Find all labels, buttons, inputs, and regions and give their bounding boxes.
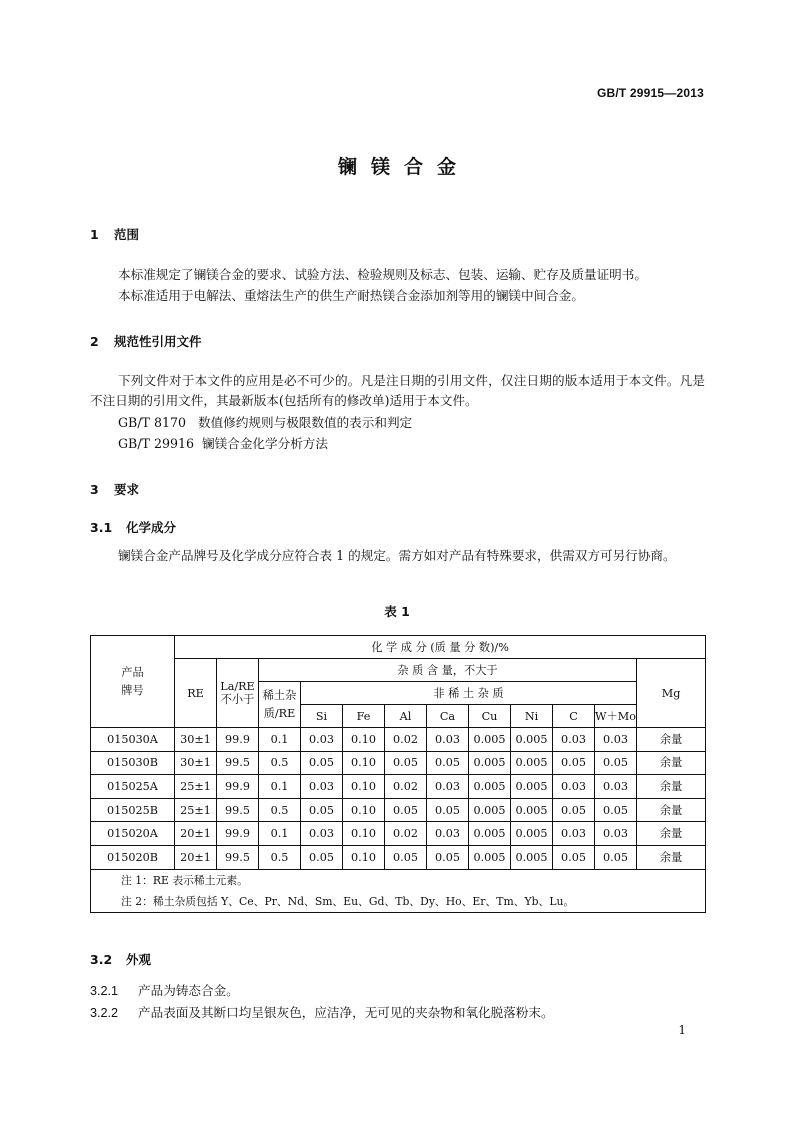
- section-title: 外观: [126, 952, 152, 967]
- clause-text: 产品表面及其断口均呈银灰色，应洁净，无可见的夹杂物和氧化脱落粉末。: [138, 1005, 554, 1020]
- cell-la: 99.5: [217, 845, 259, 869]
- reference-item: [118, 434, 328, 454]
- cell-fe: 0.10: [343, 775, 385, 799]
- cell-fe: 0.10: [343, 751, 385, 775]
- cell-al: 0.05: [385, 845, 427, 869]
- cell-si: 0.03: [301, 775, 343, 799]
- cell-ni: 0.005: [511, 822, 553, 846]
- table-row: [91, 822, 706, 846]
- cell-c: 0.03: [553, 822, 595, 846]
- chemical-composition-table: [90, 635, 706, 913]
- table-note-2: 注 2：稀土杂质包括 Y、Ce、Pr、Nd、Sm、Eu、Gd、Tb、Dy、Ho、Er、Tm、Yb、Lu。: [91, 891, 706, 913]
- section-number: 3.2: [90, 952, 113, 967]
- section-title: 规范性引用文件: [114, 334, 202, 349]
- cell-la: 99.9: [217, 728, 259, 752]
- cell-la: 99.5: [217, 798, 259, 822]
- cell-ca: 0.05: [427, 798, 469, 822]
- section-3-1-heading: [90, 518, 176, 536]
- header-element: Cu: [469, 705, 511, 728]
- cell-la: 99.9: [217, 775, 259, 799]
- table-caption: 表 1: [384, 604, 410, 619]
- cell-al: 0.02: [385, 728, 427, 752]
- cell-fe: 0.10: [343, 822, 385, 846]
- cell-grade: 015030A: [91, 728, 175, 752]
- clause-number: 3.2.2: [90, 1006, 119, 1020]
- cell-re-impurity: 0.5: [259, 798, 301, 822]
- cell-ca: 0.03: [427, 728, 469, 752]
- cell-cu: 0.005: [469, 751, 511, 775]
- cell-mg: 余量: [637, 845, 706, 869]
- section-number: 2: [90, 334, 99, 349]
- table-row: [91, 728, 706, 752]
- header-element: Si: [301, 705, 343, 728]
- cell-ca: 0.03: [427, 822, 469, 846]
- reference-code: GB/T 29916: [118, 436, 195, 451]
- header-re: RE: [175, 659, 217, 728]
- clause-3-2-1: [90, 980, 239, 999]
- section-number: 1: [90, 227, 99, 242]
- section-2-heading: [90, 332, 202, 350]
- cell-al: 0.02: [385, 822, 427, 846]
- normative-references-paragraph: 下列文件对于本文件的应用是必不可少的。凡是注日期的引用文件，仅注日期的版本适用于本文件。凡是不注日期的引用文件，其最新版本(包括所有的修改单)适用于本文件。: [90, 373, 705, 408]
- header-mg: Mg: [637, 659, 706, 728]
- cell-re: 25±1: [175, 775, 217, 799]
- cell-grade: 015030B: [91, 751, 175, 775]
- header-grade: 产品 牌号: [91, 636, 175, 728]
- page-number: 1: [678, 1023, 686, 1037]
- cell-si: 0.05: [301, 798, 343, 822]
- header-composition: 化 学 成 分 (质 量 分 数)/%: [175, 636, 706, 659]
- cell-al: 0.05: [385, 798, 427, 822]
- cell-ni: 0.005: [511, 728, 553, 752]
- cell-grade: 015025A: [91, 775, 175, 799]
- header-re-impurity: 稀土杂 质/RE: [259, 682, 301, 728]
- cell-w-mo: 0.03: [595, 728, 637, 752]
- cell-re-impurity: 0.5: [259, 751, 301, 775]
- document-title: 镧镁合金: [337, 156, 470, 178]
- table-row: [91, 798, 706, 822]
- cell-re-impurity: 0.1: [259, 775, 301, 799]
- cell-w-mo: 0.03: [595, 822, 637, 846]
- cell-w-mo: 0.05: [595, 751, 637, 775]
- cell-c: 0.05: [553, 751, 595, 775]
- cell-mg: 余量: [637, 728, 706, 752]
- clause-number: 3.2.1: [90, 984, 119, 998]
- table-row: [91, 775, 706, 799]
- section-1-heading: [90, 225, 139, 243]
- clause-3-2-2: [90, 1002, 554, 1021]
- cell-si: 0.03: [301, 728, 343, 752]
- header-impurity: 杂 质 含 量，不大于: [259, 659, 637, 682]
- cell-ni: 0.005: [511, 845, 553, 869]
- cell-cu: 0.005: [469, 845, 511, 869]
- cell-re: 25±1: [175, 798, 217, 822]
- cell-cu: 0.005: [469, 798, 511, 822]
- cell-re-impurity: 0.1: [259, 822, 301, 846]
- header-element: W＋Mo: [595, 705, 637, 728]
- cell-c: 0.05: [553, 845, 595, 869]
- section-number: 3: [90, 482, 99, 497]
- cell-grade: 015020B: [91, 845, 175, 869]
- scope-paragraph-2: 本标准适用于电解法、重熔法生产的供生产耐热镁合金添加剂等用的镧镁中间合金。: [118, 288, 584, 303]
- cell-mg: 余量: [637, 775, 706, 799]
- cell-si: 0.05: [301, 845, 343, 869]
- cell-c: 0.03: [553, 775, 595, 799]
- reference-name: 镧镁合金化学分析方法: [202, 436, 328, 451]
- cell-mg: 余量: [637, 822, 706, 846]
- cell-ca: 0.05: [427, 751, 469, 775]
- header-la-re: La/RE 不小于: [217, 659, 259, 728]
- cell-ca: 0.03: [427, 775, 469, 799]
- cell-re: 20±1: [175, 845, 217, 869]
- cell-cu: 0.005: [469, 728, 511, 752]
- cell-ni: 0.005: [511, 775, 553, 799]
- cell-la: 99.5: [217, 751, 259, 775]
- cell-re: 30±1: [175, 751, 217, 775]
- chemical-composition-paragraph: 镧镁合金产品牌号及化学成分应符合表 1 的规定。需方如对产品有特殊要求，供需双方可另行协商。: [118, 548, 676, 563]
- cell-al: 0.02: [385, 775, 427, 799]
- cell-re: 20±1: [175, 822, 217, 846]
- scope-paragraph-1: 本标准规定了镧镁合金的要求、试验方法、检验规则及标志、包装、运输、贮存及质量证明书。: [118, 267, 647, 282]
- clause-text: 产品为铸态合金。: [138, 983, 239, 998]
- header-element: C: [553, 705, 595, 728]
- cell-fe: 0.10: [343, 845, 385, 869]
- cell-si: 0.03: [301, 822, 343, 846]
- cell-la: 99.9: [217, 822, 259, 846]
- cell-fe: 0.10: [343, 798, 385, 822]
- cell-w-mo: 0.03: [595, 775, 637, 799]
- section-title: 范围: [114, 227, 140, 242]
- header-non-re-impurity: 非 稀 土 杂 质: [301, 682, 637, 705]
- cell-re: 30±1: [175, 728, 217, 752]
- section-3-heading: [90, 480, 139, 498]
- cell-c: 0.05: [553, 798, 595, 822]
- section-title: 要求: [114, 482, 140, 497]
- cell-mg: 余量: [637, 751, 706, 775]
- cell-al: 0.05: [385, 751, 427, 775]
- reference-item: [118, 413, 412, 433]
- table-row: [91, 845, 706, 869]
- reference-name: 数值修约规则与极限数值的表示和判定: [198, 415, 413, 430]
- cell-mg: 余量: [637, 798, 706, 822]
- cell-w-mo: 0.05: [595, 798, 637, 822]
- cell-ni: 0.005: [511, 751, 553, 775]
- standard-number: GB/T 29915—2013: [596, 86, 704, 100]
- header-element: Ca: [427, 705, 469, 728]
- cell-fe: 0.10: [343, 728, 385, 752]
- cell-si: 0.05: [301, 751, 343, 775]
- cell-ni: 0.005: [511, 798, 553, 822]
- section-number: 3.1: [90, 520, 113, 535]
- cell-cu: 0.005: [469, 775, 511, 799]
- header-element: Al: [385, 705, 427, 728]
- cell-c: 0.03: [553, 728, 595, 752]
- section-3-2-heading: [90, 950, 151, 968]
- cell-w-mo: 0.05: [595, 845, 637, 869]
- cell-grade: 015020A: [91, 822, 175, 846]
- header-element: Ni: [511, 705, 553, 728]
- table-row: [91, 751, 706, 775]
- cell-cu: 0.005: [469, 822, 511, 846]
- reference-code: GB/T 8170: [118, 415, 187, 430]
- header-element: Fe: [343, 705, 385, 728]
- table-note-1: 注 1：RE 表示稀土元素。: [91, 869, 706, 891]
- section-title: 化学成分: [126, 520, 177, 535]
- cell-ca: 0.05: [427, 845, 469, 869]
- cell-re-impurity: 0.5: [259, 845, 301, 869]
- cell-grade: 015025B: [91, 798, 175, 822]
- cell-re-impurity: 0.1: [259, 728, 301, 752]
